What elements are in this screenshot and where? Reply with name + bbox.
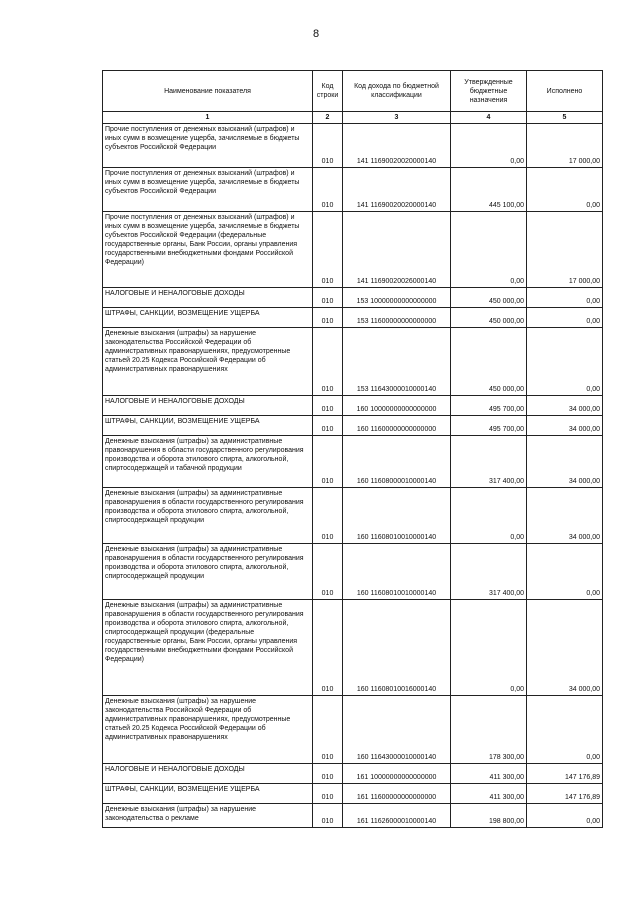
row-income-code: 160 11600000000000000 [343, 416, 451, 436]
row-indicator-name: НАЛОГОВЫЕ И НЕНАЛОГОВЫЕ ДОХОДЫ [103, 764, 313, 784]
row-indicator-name: Прочие поступления от денежных взысканий (штрафов) и иных сумм в возмещение ущерба, зачисляемые в бюджеты субъектов Российской Федерации (федеральные государственные органы, Банк России, органы управления государственными внебюджетными фондами Российской Федерации) [103, 212, 313, 288]
row-executed-amount: 34 000,00 [527, 488, 603, 544]
table-row [103, 328, 603, 396]
row-income-code: 161 10000000000000000 [343, 764, 451, 784]
header-income-code: Код дохода по бюджетной классификации [343, 71, 451, 112]
table-row [103, 488, 603, 544]
table-row [103, 416, 603, 436]
row-indicator-name: ШТРАФЫ, САНКЦИИ, ВОЗМЕЩЕНИЕ УЩЕРБА [103, 784, 313, 804]
row-line-code: 010 [313, 416, 343, 436]
header-approved: Утвержденные бюджетные назначения [451, 71, 527, 112]
row-line-code: 010 [313, 784, 343, 804]
row-indicator-name: ШТРАФЫ, САНКЦИИ, ВОЗМЕЩЕНИЕ УЩЕРБА [103, 416, 313, 436]
row-indicator-name: Денежные взыскания (штрафы) за административные правонарушения в области государственного регулирования производства и оборота этилового спирта, алкогольной, спиртосодержащей продукции [103, 488, 313, 544]
row-indicator-name: Денежные взыскания (штрафы) за нарушение законодательства Российской Федерации об административных правонарушениях, предусмотренные статьей 20.25 Кодекса Российской Федерации об административных правонарушениях [103, 696, 313, 764]
row-income-code: 160 11608010010000140 [343, 488, 451, 544]
row-approved-amount: 411 300,00 [451, 784, 527, 804]
row-line-code: 010 [313, 764, 343, 784]
row-indicator-name: НАЛОГОВЫЕ И НЕНАЛОГОВЫЕ ДОХОДЫ [103, 396, 313, 416]
row-line-code: 010 [313, 600, 343, 696]
column-number: 4 [451, 112, 527, 124]
row-approved-amount: 0,00 [451, 124, 527, 168]
row-indicator-name: Денежные взыскания (штрафы) за административные правонарушения в области государственного регулирования производства и оборота этилового спирта, алкогольной, спиртосодержащей продукции [103, 544, 313, 600]
page-number: 8 [312, 28, 320, 40]
row-executed-amount: 34 000,00 [527, 600, 603, 696]
row-approved-amount: 445 100,00 [451, 168, 527, 212]
row-line-code: 010 [313, 804, 343, 828]
row-line-code: 010 [313, 168, 343, 212]
row-line-code: 010 [313, 308, 343, 328]
row-executed-amount: 0,00 [527, 544, 603, 600]
row-income-code: 153 11643000010000140 [343, 328, 451, 396]
row-executed-amount: 0,00 [527, 328, 603, 396]
row-income-code: 141 11690020026000140 [343, 212, 451, 288]
row-approved-amount: 495 700,00 [451, 396, 527, 416]
table-row [103, 212, 603, 288]
row-executed-amount: 17 000,00 [527, 212, 603, 288]
row-income-code: 161 11600000000000000 [343, 784, 451, 804]
column-number: 2 [313, 112, 343, 124]
row-executed-amount: 34 000,00 [527, 436, 603, 488]
row-indicator-name: Денежные взыскания (штрафы) за нарушение законодательства Российской Федерации об административных правонарушениях, предусмотренные статьей 20.25 Кодекса Российской Федерации об административных правонарушениях [103, 328, 313, 396]
row-approved-amount: 450 000,00 [451, 308, 527, 328]
row-indicator-name: Денежные взыскания (штрафы) за административные правонарушения в области государственного регулирования производства и оборота этилового спирта, алкогольной, спиртосодержащей и табачной продукции [103, 436, 313, 488]
row-indicator-name: ШТРАФЫ, САНКЦИИ, ВОЗМЕЩЕНИЕ УЩЕРБА [103, 308, 313, 328]
table-row [103, 288, 603, 308]
column-number: 1 [103, 112, 313, 124]
row-line-code: 010 [313, 436, 343, 488]
row-line-code: 010 [313, 288, 343, 308]
row-executed-amount: 34 000,00 [527, 396, 603, 416]
row-income-code: 153 10000000000000000 [343, 288, 451, 308]
table-row [103, 544, 603, 600]
row-income-code: 160 10000000000000000 [343, 396, 451, 416]
header-executed: Исполнено [527, 71, 603, 112]
row-income-code: 160 11643000010000140 [343, 696, 451, 764]
table-row [103, 168, 603, 212]
row-line-code: 010 [313, 488, 343, 544]
table-row [103, 396, 603, 416]
row-approved-amount: 0,00 [451, 212, 527, 288]
row-approved-amount: 198 800,00 [451, 804, 527, 828]
table-header-row [103, 71, 603, 112]
table-row [103, 784, 603, 804]
row-executed-amount: 0,00 [527, 288, 603, 308]
row-line-code: 010 [313, 212, 343, 288]
row-income-code: 141 11690020020000140 [343, 168, 451, 212]
row-indicator-name: Денежные взыскания (штрафы) за административные правонарушения в области государственного регулирования производства и оборота этилового спирта, алкогольной, спиртосодержащей продукции (федеральные государственные органы, Банк России, органы управления государственными внебюджетными фондами Российской Федерации) [103, 600, 313, 696]
header-indicator-name: Наименование показателя [103, 71, 313, 112]
column-number: 5 [527, 112, 603, 124]
row-approved-amount: 0,00 [451, 600, 527, 696]
row-indicator-name: Прочие поступления от денежных взысканий (штрафов) и иных сумм в возмещение ущерба, зачисляемые в бюджеты субъектов Российской Федерации [103, 124, 313, 168]
row-income-code: 141 11690020020000140 [343, 124, 451, 168]
row-indicator-name: НАЛОГОВЫЕ И НЕНАЛОГОВЫЕ ДОХОДЫ [103, 288, 313, 308]
row-executed-amount: 147 176,89 [527, 764, 603, 784]
budget-execution-table [102, 70, 603, 828]
row-approved-amount: 317 400,00 [451, 436, 527, 488]
column-number: 3 [343, 112, 451, 124]
row-executed-amount: 34 000,00 [527, 416, 603, 436]
row-approved-amount: 178 300,00 [451, 696, 527, 764]
row-executed-amount: 0,00 [527, 308, 603, 328]
row-line-code: 010 [313, 544, 343, 600]
header-line-code: Код строки [313, 71, 343, 112]
row-indicator-name: Денежные взыскания (штрафы) за нарушение законодательства о рекламе [103, 804, 313, 828]
table-row [103, 804, 603, 828]
row-executed-amount: 0,00 [527, 168, 603, 212]
row-line-code: 010 [313, 396, 343, 416]
row-approved-amount: 495 700,00 [451, 416, 527, 436]
table-row [103, 308, 603, 328]
row-line-code: 010 [313, 124, 343, 168]
column-number-row [103, 112, 603, 124]
row-executed-amount: 147 176,89 [527, 784, 603, 804]
row-approved-amount: 450 000,00 [451, 288, 527, 308]
row-income-code: 160 11608010010000140 [343, 544, 451, 600]
row-approved-amount: 317 400,00 [451, 544, 527, 600]
row-income-code: 160 11608010016000140 [343, 600, 451, 696]
row-income-code: 161 11626000010000140 [343, 804, 451, 828]
table-row [103, 436, 603, 488]
row-income-code: 160 11608000010000140 [343, 436, 451, 488]
row-executed-amount: 0,00 [527, 804, 603, 828]
row-line-code: 010 [313, 328, 343, 396]
table-row [103, 600, 603, 696]
row-approved-amount: 450 000,00 [451, 328, 527, 396]
table-row [103, 124, 603, 168]
row-executed-amount: 0,00 [527, 696, 603, 764]
row-indicator-name: Прочие поступления от денежных взысканий (штрафов) и иных сумм в возмещение ущерба, зачисляемые в бюджеты субъектов Российской Федерации [103, 168, 313, 212]
row-line-code: 010 [313, 696, 343, 764]
table-row [103, 696, 603, 764]
row-approved-amount: 0,00 [451, 488, 527, 544]
row-income-code: 153 11600000000000000 [343, 308, 451, 328]
table-row [103, 764, 603, 784]
row-executed-amount: 17 000,00 [527, 124, 603, 168]
row-approved-amount: 411 300,00 [451, 764, 527, 784]
